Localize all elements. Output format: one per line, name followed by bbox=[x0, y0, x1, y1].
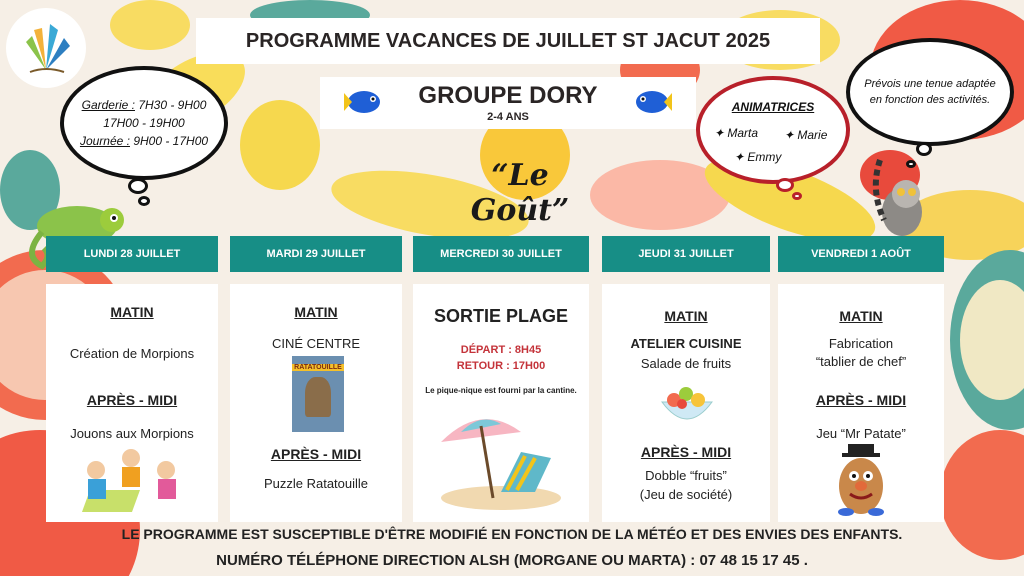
group-banner bbox=[320, 77, 696, 129]
lemur-icon bbox=[866, 150, 936, 240]
day-header-thursday: JEUDI 31 JUILLET bbox=[602, 236, 770, 272]
logo bbox=[6, 8, 86, 88]
animatrice-name: Emmy bbox=[747, 150, 782, 164]
day-header-tuesday: MARDI 29 JUILLET bbox=[230, 236, 402, 272]
morning-title: MATIN bbox=[294, 304, 338, 320]
day-card-monday bbox=[46, 284, 218, 522]
page-title: PROGRAMME VACANCES DE JUILLET ST JACUT 2025 bbox=[196, 18, 820, 64]
morning-activity-detail: “tablier de chef” bbox=[815, 354, 907, 369]
morning-activity-detail: Salade de fruits bbox=[640, 356, 732, 371]
group-age: 2-4 ANS bbox=[487, 110, 529, 123]
afternoon-activity-detail: (Jeu de société) bbox=[639, 487, 733, 502]
morning-title: MATIN bbox=[664, 308, 708, 324]
morning-title: MATIN bbox=[839, 308, 883, 324]
afternoon-activity: Jeu “Mr Patate” bbox=[816, 426, 906, 441]
animatrices-title: ANIMATRICES bbox=[731, 100, 815, 114]
garderie-evening: 17H00 - 19H00 bbox=[103, 116, 185, 130]
beach-chair-icon bbox=[431, 402, 571, 512]
morning-activity: CINÉ CENTRE bbox=[271, 336, 361, 351]
journee-label: Journée : bbox=[79, 134, 130, 148]
day-card-friday bbox=[778, 284, 944, 522]
fruit-salad-icon bbox=[658, 382, 716, 430]
day-header-friday: VENDREDI 1 AOÛT bbox=[778, 236, 944, 272]
outing-title: SORTIE PLAGE bbox=[433, 306, 568, 326]
animatrice-name: Marta bbox=[727, 126, 759, 140]
dory-fish-icon bbox=[342, 87, 384, 117]
animatrice-name: Marie bbox=[797, 128, 828, 142]
journee-hours: 9H00 - 17H00 bbox=[133, 134, 209, 148]
day-card-tuesday bbox=[230, 284, 402, 522]
note-cloud bbox=[846, 38, 1014, 146]
mr-potato-icon bbox=[828, 444, 894, 518]
return-time: RETOUR : 17H00 bbox=[456, 360, 546, 372]
morning-title: MATIN bbox=[110, 304, 154, 320]
theme-title: “Le Goût” bbox=[470, 158, 570, 228]
footer-disclaimer: LE PROGRAMME EST SUSCEPTIBLE D'ÊTRE MODIFIÉ EN FONCTION DE LA MÉTÉO ET DES ENVIES DES ENFANTS. bbox=[121, 526, 903, 542]
group-name: GROUPE DORY bbox=[418, 81, 598, 109]
afternoon-title: APRÈS - MIDI bbox=[815, 392, 907, 408]
morning-activity: Création de Morpions bbox=[69, 346, 195, 361]
garderie-label: Garderie : bbox=[81, 98, 135, 112]
afternoon-activity: Jouons aux Morpions bbox=[70, 426, 194, 441]
picnic-info: Le pique-nique est fourni par la cantine. bbox=[425, 386, 577, 395]
afternoon-title: APRÈS - MIDI bbox=[270, 446, 362, 462]
garderie-morning: 7H30 - 9H00 bbox=[138, 98, 207, 112]
afternoon-title: APRÈS - MIDI bbox=[86, 392, 178, 408]
day-card-wednesday bbox=[413, 284, 589, 522]
day-header-monday: LUNDI 28 JUILLET bbox=[46, 236, 218, 272]
morning-activity: Fabrication bbox=[828, 336, 894, 351]
footer-phone: NUMÉRO TÉLÉPHONE DIRECTION ALSH (MORGANE OU MARTA) : 07 48 15 17 45 . bbox=[216, 552, 808, 569]
hours-cloud bbox=[60, 66, 228, 180]
animatrices-cloud: ANIMATRICES ✦ Marta ✦ Marie ✦ Emmy bbox=[696, 76, 850, 184]
afternoon-activity: Puzzle Ratatouille bbox=[263, 476, 369, 491]
poster-title: RATATOUILLE bbox=[292, 364, 344, 371]
outfit-note: Prévois une tenue adaptée en fonction des activités. bbox=[864, 78, 996, 106]
afternoon-activity: Dobble “fruits” bbox=[645, 468, 727, 483]
departure-time: DÉPART : 8H45 bbox=[460, 344, 542, 356]
afternoon-title: APRÈS - MIDI bbox=[640, 444, 732, 460]
day-card-thursday bbox=[602, 284, 770, 522]
kids-playing-icon bbox=[76, 446, 186, 518]
dory-fish-icon bbox=[632, 87, 674, 117]
day-header-wednesday: MERCREDI 30 JUILLET bbox=[413, 236, 589, 272]
morning-activity: ATELIER CUISINE bbox=[630, 336, 742, 351]
movie-poster bbox=[292, 356, 344, 432]
